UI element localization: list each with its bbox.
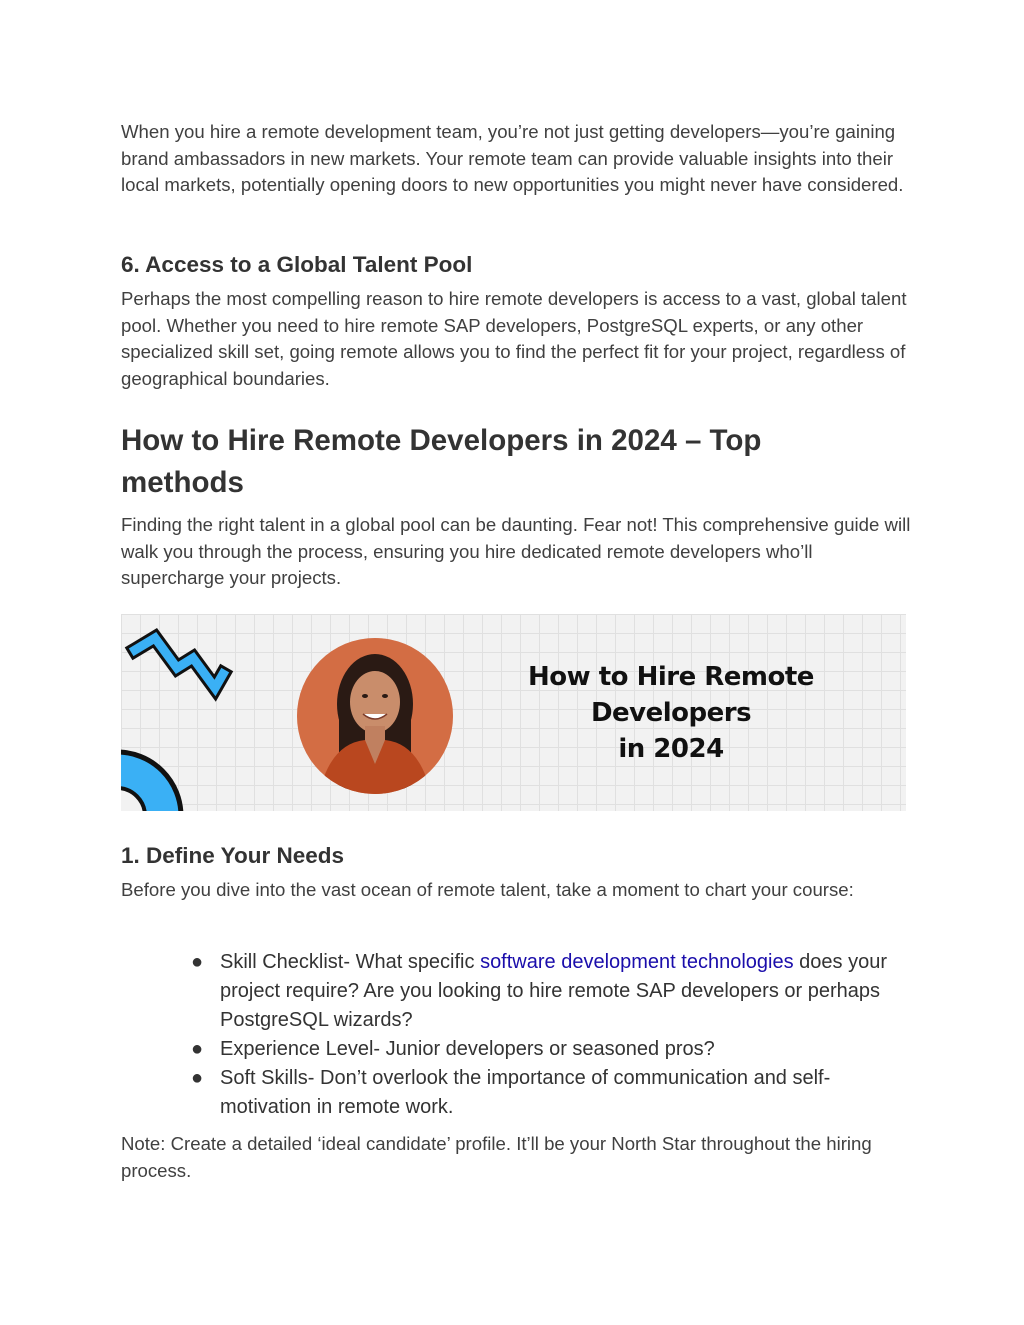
bullet-icon: ● bbox=[191, 1067, 204, 1089]
skill-checklist-suffix: does your project require? Are you looking to hire remote SAP developers or perhaps PostgreSQL wizards? bbox=[220, 951, 887, 1031]
heading-how-to-hire: How to Hire Remote Developers in 2024 – Top methods bbox=[121, 424, 762, 499]
bullet-icon: ● bbox=[191, 1038, 204, 1060]
intro-paragraph: When you hire a remote development team, you’re not just getting developers—you’re gaining brand ambassadors in new markets. Your remote team can provide valuable insights into their local markets, potentially opening doors to new opportunities you might never have considered. bbox=[121, 121, 904, 196]
list-item-skill-checklist bbox=[191, 948, 911, 1035]
banner-title bbox=[471, 659, 871, 767]
article-banner-image bbox=[121, 614, 906, 811]
talent-pool-paragraph: Perhaps the most compelling reason to hire remote developers is access to a vast, global talent pool. Whether you need to hire remote SAP developers, PostgreSQL experts, or any other specialized skill set, going remote allows you to find the perfect fit for your project, regardless of geographical boundaries. bbox=[121, 288, 907, 390]
software-development-technologies-link[interactable]: software development technologies bbox=[480, 951, 794, 973]
heading-global-talent-pool: 6. Access to a Global Talent Pool bbox=[121, 252, 473, 277]
portrait-avatar bbox=[291, 634, 461, 804]
list-item-soft-skills bbox=[191, 1064, 911, 1122]
bullet-icon: ● bbox=[191, 951, 204, 973]
heading-define-your-needs: 1. Define Your Needs bbox=[121, 843, 344, 868]
soft-skills-text: Soft Skills- Don’t overlook the importance of communication and self-motivation in remote work. bbox=[220, 1067, 831, 1118]
banner-title-line-3: in 2024 bbox=[618, 734, 724, 764]
banner-title-line-1: How to Hire Remote bbox=[528, 662, 814, 692]
note-paragraph: Note: Create a detailed ‘ideal candidate’ profile. It’ll be your North Star throughout the hiring process. bbox=[121, 1133, 872, 1181]
banner-title-line-2: Developers bbox=[590, 698, 752, 728]
skill-checklist-prefix: Skill Checklist- What specific bbox=[220, 951, 481, 973]
needs-bullet-list bbox=[191, 948, 911, 1122]
experience-level-text: Experience Level- Junior developers or seasoned pros? bbox=[220, 1038, 715, 1060]
define-needs-intro-paragraph: Before you dive into the vast ocean of remote talent, take a moment to chart your course: bbox=[121, 879, 854, 900]
methods-intro-paragraph: Finding the right talent in a global pool can be daunting. Fear not! This comprehensive guide will walk you through the process, ensuring you hire dedicated remote developers who’ll supercharge your projects. bbox=[121, 514, 911, 589]
list-item-experience-level bbox=[191, 1035, 911, 1064]
